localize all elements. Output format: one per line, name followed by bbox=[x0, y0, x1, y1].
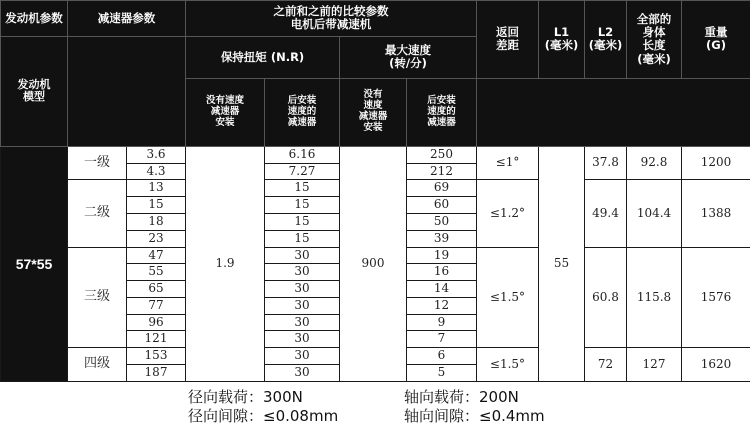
speed-with-reducer-cell: 16 bbox=[407, 264, 477, 281]
torque-with-reducer-cell: 7.27 bbox=[265, 163, 340, 180]
l1-header: L1 (毫米) bbox=[539, 1, 585, 79]
table-row bbox=[1, 146, 750, 163]
total-length-header: 全部的 身体 长度 (毫米) bbox=[627, 1, 682, 79]
motor-model-header: 发动机 模型 bbox=[1, 36, 68, 146]
speed-without-reducer-header: 没有 速度 减速器 安装 bbox=[340, 78, 407, 146]
torque-with-reducer-cell: 15 bbox=[265, 197, 340, 214]
axial-clearance-note: 轴向间隙：≤0.4mm bbox=[404, 407, 545, 425]
speed-with-reducer-cell: 5 bbox=[407, 365, 477, 382]
torque-with-reducer-cell: 15 bbox=[265, 230, 340, 247]
ratio-cell: 77 bbox=[127, 297, 186, 314]
l1-cell: 55 bbox=[539, 146, 585, 381]
axial-load-note: 轴向载荷：200N bbox=[404, 388, 519, 406]
comparison-title: 之前和之前的比较参数 bbox=[273, 4, 389, 19]
ratio-cell: 55 bbox=[127, 264, 186, 281]
motor-model-cell: 57*55 bbox=[1, 146, 68, 381]
radial-clearance-note: 径向间隙：≤0.08mm bbox=[188, 407, 339, 425]
speed-with-reducer-cell: 9 bbox=[407, 314, 477, 331]
speed-with-reducer-cell: 12 bbox=[407, 297, 477, 314]
torque-without-reducer-header: 没有速度 减速器 安装 bbox=[186, 78, 265, 146]
stage-cell: 二级 bbox=[68, 180, 127, 247]
motor-params-header: 发动机参数 bbox=[1, 1, 68, 37]
l2-header: L2 (毫米) bbox=[585, 1, 627, 79]
torque-without-reducer-cell: 1.9 bbox=[186, 146, 265, 381]
torque-with-reducer-cell: 30 bbox=[265, 365, 340, 382]
speed-with-reducer-cell: 19 bbox=[407, 247, 477, 264]
load-notes bbox=[0, 382, 750, 429]
spec-body bbox=[1, 146, 750, 381]
torque-with-reducer-cell: 30 bbox=[265, 331, 340, 348]
ratio-cell: 4.3 bbox=[127, 163, 186, 180]
ratio-cell: 121 bbox=[127, 331, 186, 348]
backlash-cell: ≤1.5° bbox=[477, 247, 539, 348]
stage-cell: 三级 bbox=[68, 247, 127, 348]
total-length-cell: 104.4 bbox=[627, 180, 682, 247]
speed-without-reducer-cell: 900 bbox=[340, 146, 407, 381]
speed-with-reducer-cell: 60 bbox=[407, 197, 477, 214]
torque-with-reducer-cell: 30 bbox=[265, 348, 340, 365]
comparison-header bbox=[186, 1, 477, 37]
stage-cell: 四级 bbox=[68, 348, 127, 382]
ratio-cell: 47 bbox=[127, 247, 186, 264]
total-length-cell: 92.8 bbox=[627, 146, 682, 180]
l2-cell: 37.8 bbox=[585, 146, 627, 180]
ratio-cell: 3.6 bbox=[127, 146, 186, 163]
torque-with-reducer-cell: 30 bbox=[265, 314, 340, 331]
ratio-cell: 153 bbox=[127, 348, 186, 365]
ratio-cell: 13 bbox=[127, 180, 186, 197]
speed-with-reducer-cell: 250 bbox=[407, 146, 477, 163]
backlash-cell: ≤1.2° bbox=[477, 180, 539, 247]
ratio-cell: 96 bbox=[127, 314, 186, 331]
weight-cell: 1388 bbox=[682, 180, 750, 247]
weight-cell: 1200 bbox=[682, 146, 750, 180]
torque-with-reducer-cell: 30 bbox=[265, 297, 340, 314]
l2-cell: 49.4 bbox=[585, 180, 627, 247]
max-speed-header: 最大速度 (转/分) bbox=[340, 36, 477, 78]
torque-with-reducer-cell: 30 bbox=[265, 264, 340, 281]
speed-with-reducer-header: 后安装 速度的 减速器 bbox=[407, 78, 477, 146]
speed-with-reducer-cell: 212 bbox=[407, 163, 477, 180]
ratio-cell: 65 bbox=[127, 281, 186, 298]
total-length-cell: 115.8 bbox=[627, 247, 682, 348]
l2-cell: 72 bbox=[585, 348, 627, 382]
ratio-cell: 23 bbox=[127, 230, 186, 247]
torque-with-reducer-cell: 30 bbox=[265, 247, 340, 264]
ratio-cell: 18 bbox=[127, 214, 186, 231]
tail-header-blank bbox=[477, 78, 750, 146]
total-length-cell: 127 bbox=[627, 348, 682, 382]
weight-header: 重量 (G) bbox=[682, 1, 750, 79]
speed-with-reducer-cell: 6 bbox=[407, 348, 477, 365]
reducer-params-header: 减速器参数 bbox=[68, 1, 186, 37]
weight-cell: 1576 bbox=[682, 247, 750, 348]
stage-cell: 一级 bbox=[68, 146, 127, 180]
backlash-cell: ≤1.5° bbox=[477, 348, 539, 382]
ratio-cell: 15 bbox=[127, 197, 186, 214]
speed-with-reducer-cell: 69 bbox=[407, 180, 477, 197]
torque-with-reducer-cell: 15 bbox=[265, 214, 340, 231]
speed-with-reducer-cell: 39 bbox=[407, 230, 477, 247]
speed-with-reducer-cell: 7 bbox=[407, 331, 477, 348]
l2-cell: 60.8 bbox=[585, 247, 627, 348]
torque-with-reducer-cell: 30 bbox=[265, 281, 340, 298]
speed-with-reducer-cell: 14 bbox=[407, 281, 477, 298]
backlash-cell: ≤1° bbox=[477, 146, 539, 180]
radial-load-note: 径向载荷：300N bbox=[188, 388, 303, 406]
torque-with-reducer-cell: 15 bbox=[265, 180, 340, 197]
weight-cell: 1620 bbox=[682, 348, 750, 382]
torque-with-reducer-cell: 6.16 bbox=[265, 146, 340, 163]
holding-torque-header: 保持扭矩 (N.R) bbox=[186, 36, 340, 78]
reducer-params-blank bbox=[68, 36, 186, 146]
ratio-cell: 187 bbox=[127, 365, 186, 382]
speed-with-reducer-cell: 50 bbox=[407, 214, 477, 231]
comparison-subtitle: 电机后带减速机 bbox=[290, 17, 372, 32]
torque-with-reducer-header: 后安装 速度的 减速器 bbox=[265, 78, 340, 146]
backlash-header: 返回 差距 bbox=[477, 1, 539, 79]
